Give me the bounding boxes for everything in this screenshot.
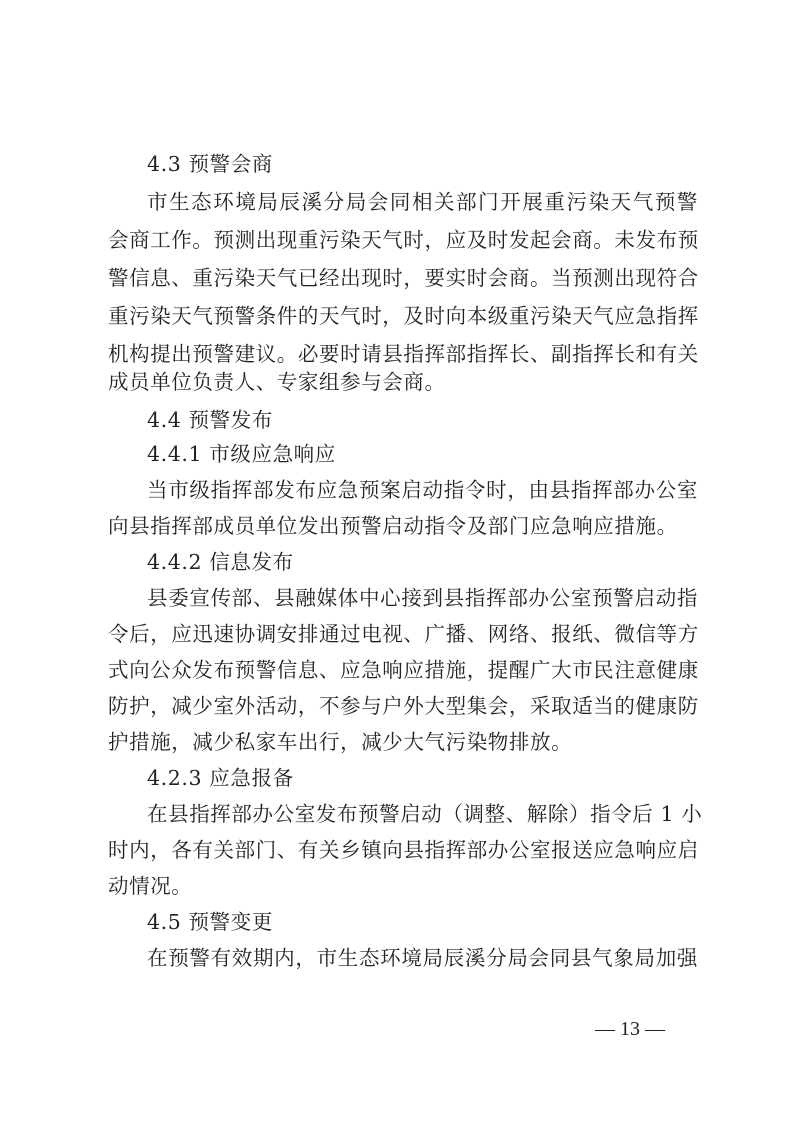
- paragraph-line: 会商工作。预测出现重污染天气时，应及时发起会商。未发布预: [108, 228, 699, 252]
- section-heading-4-2-3: 4.2.3 应急报备: [147, 766, 294, 790]
- paragraph-line: 市生态环境局辰溪分局会同相关部门开展重污染天气预警: [147, 190, 698, 214]
- paragraph-line: 重污染天气预警条件的天气时，及时向本级重污染天气应急指挥: [108, 304, 699, 328]
- section-heading-4-5: 4.5 预警变更: [147, 910, 273, 934]
- paragraph-line: 县委宣传部、县融媒体中心接到县指挥部办公室预警启动指: [147, 586, 698, 610]
- paragraph-line: 式向公众发布预警信息、应急响应措施，提醒广大市民注意健康: [108, 658, 699, 682]
- paragraph-line: 当市级指挥部发布应急预案启动指令时，由县指挥部办公室: [147, 478, 698, 502]
- paragraph-line: 成员单位负责人、专家组参与会商。: [108, 370, 446, 394]
- section-heading-4-4-1: 4.4.1 市级应急响应: [147, 442, 336, 466]
- paragraph-line: 向县指挥部成员单位发出预警启动指令及部门应急响应措施。: [108, 514, 678, 538]
- paragraph-line: 在县指挥部办公室发布预警启动（调整、解除）指令后 1 小: [147, 802, 703, 826]
- paragraph-line: 机构提出预警建议。必要时请县指挥部指挥长、副指挥长和有关: [108, 342, 699, 366]
- section-heading-4-4: 4.4 预警发布: [147, 408, 273, 432]
- paragraph-line: 在预警有效期内，市生态环境局辰溪分局会同县气象局加强: [147, 946, 698, 970]
- section-heading-4-3: 4.3 预警会商: [147, 152, 273, 176]
- paragraph-line: 护措施，减少私家车出行，减少大气污染物排放。: [108, 730, 573, 754]
- paragraph-line: 令后，应迅速协调安排通过电视、广播、网络、报纸、微信等方: [108, 622, 699, 646]
- paragraph-line: 警信息、重污染天气已经出现时，要实时会商。当预测出现符合: [108, 266, 699, 290]
- section-heading-4-4-2: 4.4.2 信息发布: [147, 550, 294, 574]
- paragraph-line: 动情况。: [108, 874, 193, 898]
- page-number: — 13 —: [595, 1018, 665, 1040]
- paragraph-line: 防护，减少室外活动，不参与户外大型集会，采取适当的健康防: [108, 694, 699, 718]
- paragraph-line: 时内，各有关部门、有关乡镇向县指挥部办公室报送应急响应启: [108, 838, 699, 862]
